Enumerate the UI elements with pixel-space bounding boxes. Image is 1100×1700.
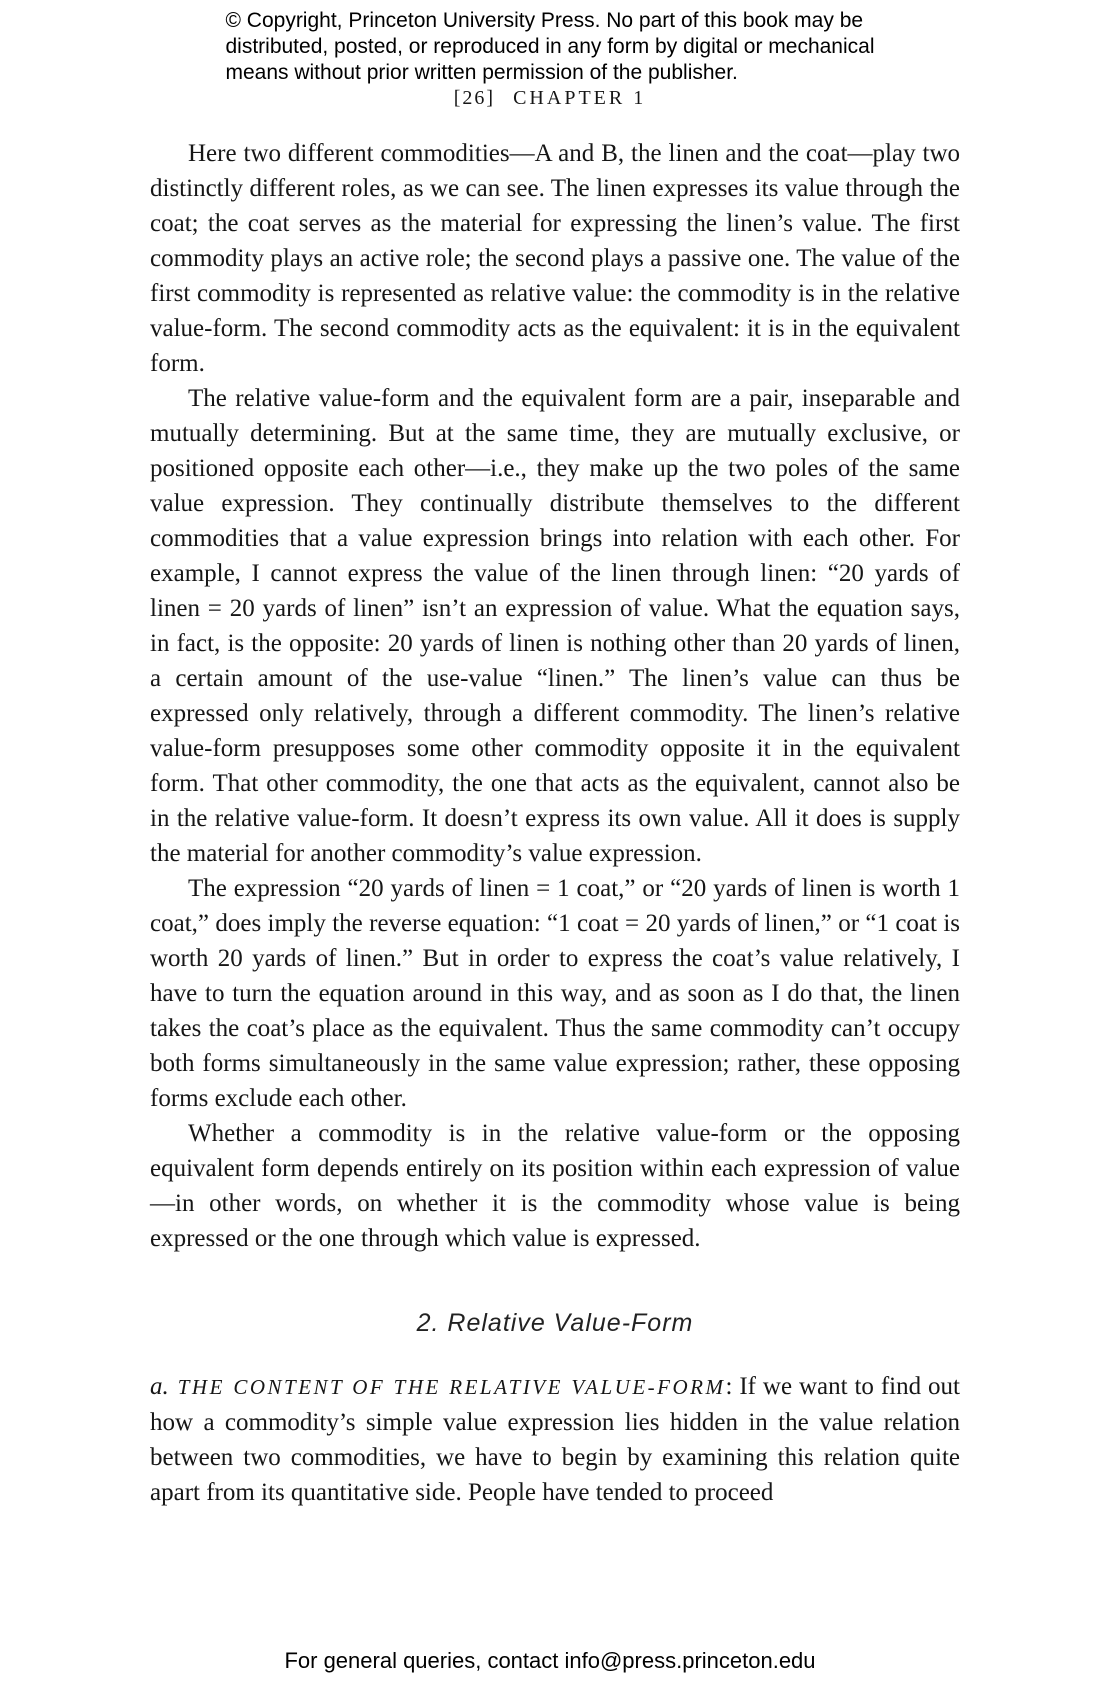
paragraph: The expression “20 yards of linen = 1 coat,” or “20 yards of linen is worth 1 coat,” does imply the reverse equation: “1 coat = 20 yards of linen,” or “1 coat is worth 20 yards of linen.” But in order to express the coat’s value relatively, I have to turn the equation around in this way, and as soon as I do that, the linen takes the coat’s place as the equivalent. Thus the same commodity can’t occupy both forms simultaneously in the same value expression; rather, these opposing forms exclude each other. (150, 875, 960, 1112)
section-a-paragraph (150, 1369, 960, 1510)
copyright-line: © Copyright, Princeton University Press. No part of this book may be (225, 9, 864, 32)
copyright-notice-block (225, 8, 874, 86)
section-a-text: : If we want to find out how a commodity’s simple value expression lies hidden in the value relation between two commodities, we have to begin by examining this relation quite apart from its quantitative side. People have tended to proceed (150, 1373, 960, 1506)
running-header (0, 87, 1100, 110)
section-a-title: THE CONTENT OF THE RELATIVE VALUE-FORM (177, 1375, 726, 1399)
chapter-label: CHAPTER 1 (513, 87, 647, 109)
footer-contact-line: For general queries, contact info@press.princeton.edu (284, 1648, 816, 1673)
section-heading: 2. Relative Value-Form (416, 1309, 694, 1337)
copyright-notice (0, 8, 1100, 86)
paragraph: Here two different commodities—A and B, the linen and the coat—play two distinctly different roles, as we can see. The linen expresses its value through the coat; the coat serves as the material for expressing the linen’s value. The first commodity plays an active role; the second plays a passive one. The value of the first commodity is represented as relative value: the commodity is in the relative value-form. The second commodity acts as the equivalent: it is in the equivalent form. (150, 140, 960, 377)
section-a-marker: a. (150, 1373, 169, 1400)
body-text (150, 136, 960, 1510)
body-paragraphs (150, 136, 960, 1256)
paragraph: The relative value-form and the equivalent form are a pair, inseparable and mutually determining. But at the same time, they are mutually exclusive, or positioned opposite each other—i.e., they make up the two poles of the same value expression. They continually distribute themselves to the different commodities that a value expression brings into relation with each other. For example, I cannot express the value of the linen through linen: “20 yards of linen = 20 yards of linen” isn’t an expression of value. What the equation says, in fact, is the opposite: 20 yards of linen is nothing other than 20 yards of linen, a certain amount of the use-value “linen.” The linen’s value can thus be expressed only relatively, through a different commodity. The linen’s relative value-form presupposes some other commodity opposite it in the equivalent form. That other commodity, the one that acts as the equivalent, cannot also be in the relative value-form. It doesn’t express its own value. All it does is supply the material for another commodity’s value expression. (150, 385, 960, 867)
paragraph: Whether a commodity is in the relative value-form or the opposing equivalent form depends entirely on its position within each expression of value—in other words, on whether it is the commodity whose value is being expressed or the one through which value is expressed. (150, 1120, 960, 1252)
page-number: [26] (453, 87, 496, 109)
copyright-line: means without prior written permission of the publisher. (225, 61, 738, 84)
copyright-line: distributed, posted, or reproduced in any form by digital or mechanical (225, 35, 875, 58)
